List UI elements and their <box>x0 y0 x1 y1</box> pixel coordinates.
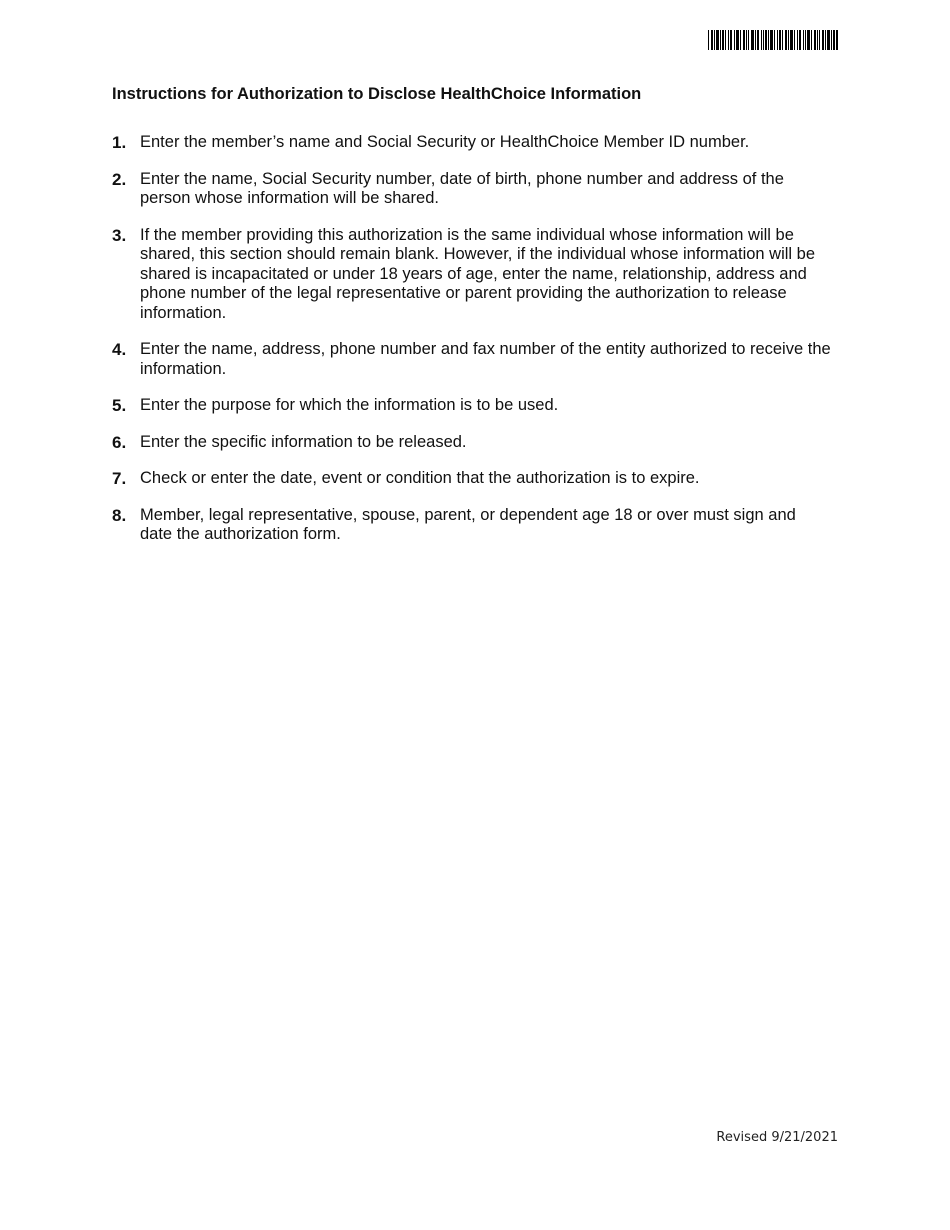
step-text: Enter the purpose for which the information is to be used. <box>140 396 559 414</box>
step-text: Member, legal representative, spouse, parent, or dependent age 18 or over must sign and date the authorization form. <box>140 505 796 543</box>
step-text: Enter the specific information to be released. <box>140 432 467 451</box>
instruction-item-2 <box>112 170 832 209</box>
revision-date: Revised 9/21/2021 <box>716 1130 838 1145</box>
instruction-item-4 <box>112 340 832 379</box>
step-text: Enter the name, address, phone number and fax number of the entity authorized to receive the information. <box>140 340 831 378</box>
step-number: 2. <box>112 169 127 189</box>
step-number: 5. <box>112 396 127 415</box>
instruction-item-8 <box>112 506 832 545</box>
barcode <box>708 30 838 50</box>
step-number: 3. <box>112 225 127 245</box>
step-text: Enter the member’s name and Social Security or HealthChoice Member ID number. <box>140 133 750 151</box>
step-number: 7. <box>112 469 127 488</box>
instruction-item-7 <box>112 469 832 489</box>
instruction-item-3 <box>112 226 832 324</box>
step-number: 4. <box>112 340 127 359</box>
step-number: 6. <box>112 432 127 452</box>
instruction-list <box>112 133 832 562</box>
page-title: Instructions for Authorization to Disclose HealthChoice Information <box>112 85 642 103</box>
instruction-item-1 <box>112 133 832 153</box>
step-text: Check or enter the date, event or condition that the authorization is to expire. <box>140 469 700 487</box>
step-number: 8. <box>112 505 127 525</box>
instruction-item-6 <box>112 433 832 453</box>
barcode-graphic <box>708 30 838 50</box>
step-text: If the member providing this authorization is the same individual whose information will be shared, this section should remain blank. However, if the individual whose information will be shared is incapacitated or under 18 years of age, enter the name, relationship, address and phone number of the legal representative or parent providing the authorization to release information. <box>140 225 816 322</box>
step-number: 1. <box>112 133 127 152</box>
instruction-item-5 <box>112 396 832 416</box>
step-text: Enter the name, Social Security number, date of birth, phone number and address of the person whose information will be shared. <box>140 169 784 207</box>
